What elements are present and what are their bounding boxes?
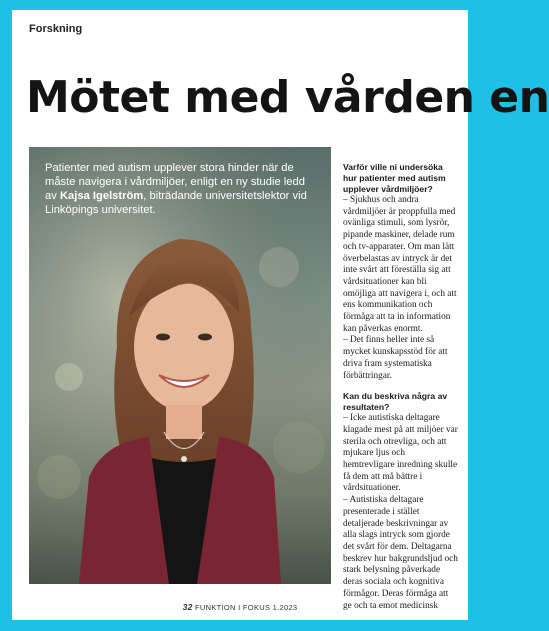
answer-2-paragraph-1: – Icke autistiska deltagare klagade mest på att miljöer var sterila och otrevliga, och att mjukare ljus och hemtrevligare inredning skulle få dem att må bättre i vårdsituationer. [343,413,458,494]
publication-name: FUNKTION I FOKUS 1.2023 [195,603,298,612]
question-1: Varför ville ni undersöka hur patienter med autism upplever vårdmiljöer? [343,162,446,194]
magazine-page [12,10,549,620]
answer-1-paragraph-2: – Det finns heller inte så mycket kunskapsstöd för att driva fram systematiska förbättringar. [343,335,448,381]
portrait-photo [29,147,331,584]
question-2: Kan du beskriva några av resultaten? [343,391,448,413]
lead-paragraph [45,161,315,217]
lead-text-start: Patienter med autism upplever stora hinder när de måste navigera i vårdmiljöer, enligt en ny studie ledd av [45,162,305,202]
answer-2-paragraph-2: – Autistiska deltagare presenterade i stället detaljerade beskrivningar av alla slags intryck som gjorde det svårt för dem. Deltagarna beskrev hur bakgrundsljud och stark belysning påverkade deras sociala och kognitiva förmågor. Deras förmåga att ge och ta emot medicinsk [343,495,458,611]
page-footer [12,602,468,612]
answer-1-paragraph-1: – Sjukhus och andra vårdmiljöer är proppfulla med ovänliga stimuli, som lysrör, pipande maskiner, delade rum och tv-apparater. Om man lätt överbelastas av intryck är det inte svårt att föreställa sig att vårdsituationer kan bli omöjliga att navigera i, och att ens kommunikation och förmåga att ta in information kan påverkas enormt. [343,195,457,334]
headline: Mötet med vården en [26,72,549,123]
researcher-name: Kajsa Igelström [59,190,144,202]
lead-text-end: , biträdande universitetslektor vid Linköpings universitet. [45,190,307,216]
page-number: 32 [182,602,193,612]
section-label: Forskning [29,23,83,35]
interview-column [343,162,458,612]
